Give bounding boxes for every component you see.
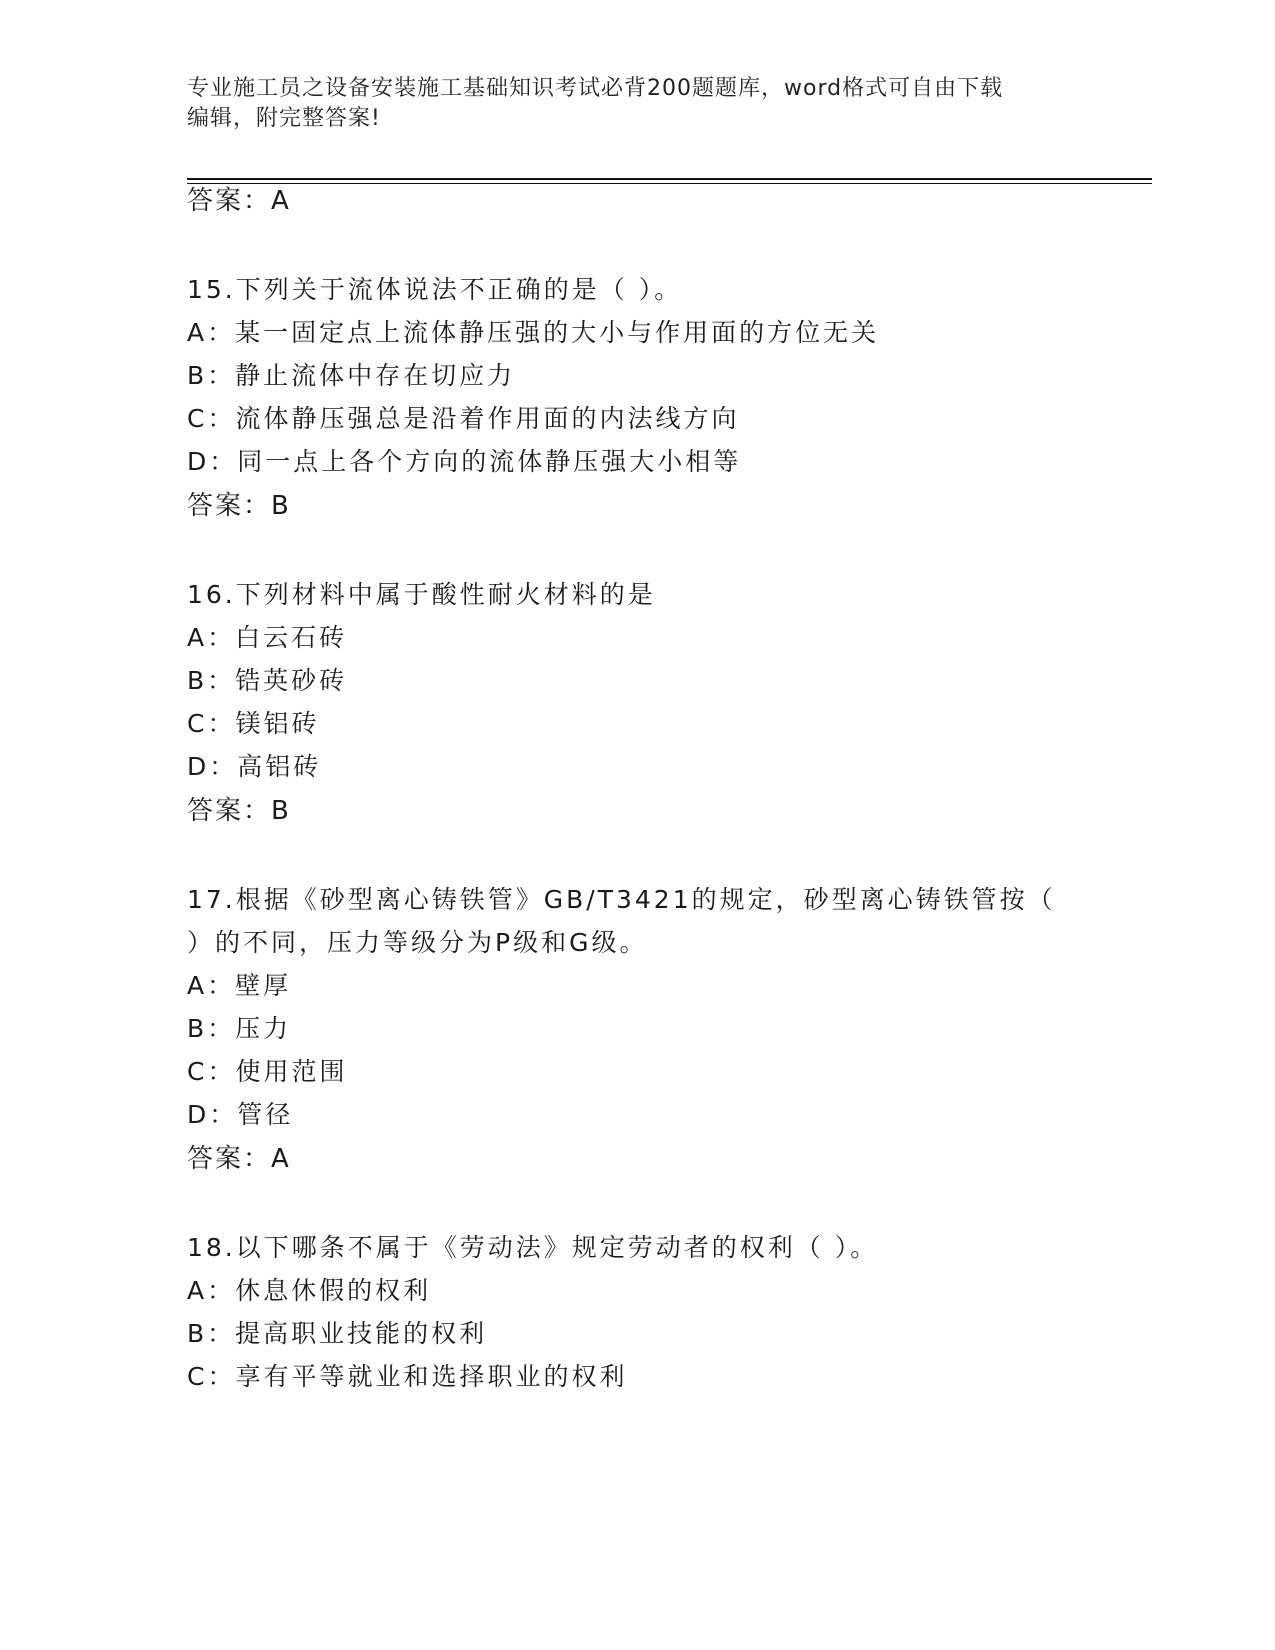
question-16-option-c: C：镁铝砖	[187, 709, 320, 738]
question-17-stem-line-2: ）的不同，压力等级分为P级和G级。	[187, 928, 648, 957]
header-divider-thin	[187, 183, 1152, 184]
question-18-option-a: A：休息休假的权利	[187, 1276, 432, 1305]
question-17-option-b: B：压力	[187, 1014, 292, 1043]
question-16-option-d: D：高铝砖	[187, 752, 322, 781]
header-divider-thick	[187, 178, 1152, 180]
header-line-2: 编辑，附完整答案!	[187, 106, 381, 131]
question-18-option-c: C：享有平等就业和选择职业的权利	[187, 1362, 628, 1391]
question-16-option-a: A：白云石砖	[187, 623, 348, 652]
answer-14: 答案：A	[187, 186, 291, 216]
question-17-option-a: A：壁厚	[187, 971, 292, 1000]
question-18-option-b: B：提高职业技能的权利	[187, 1319, 488, 1348]
question-16-stem: 16.下列材料中属于酸性耐火材料的是	[187, 580, 656, 609]
question-15-option-c: C：流体静压强总是沿着作用面的内法线方向	[187, 404, 740, 433]
question-18-stem: 18.以下哪条不属于《劳动法》规定劳动者的权利（ ）。	[187, 1233, 879, 1262]
question-15-option-d: D：同一点上各个方向的流体静压强大小相等	[187, 447, 742, 476]
question-15-stem: 15.下列关于流体说法不正确的是（ ）。	[187, 275, 683, 304]
answer-15: 答案：B	[187, 491, 291, 521]
answer-16: 答案：B	[187, 796, 291, 826]
document-header	[187, 74, 1067, 134]
question-16-option-b: B：锆英砂砖	[187, 666, 348, 695]
question-15-option-b: B：静止流体中存在切应力	[187, 361, 516, 390]
question-17-option-d: D：管径	[187, 1100, 294, 1129]
question-17-stem-line-1: 17.根据《砂型离心铸铁管》GB/T3421的规定，砂型离心铸铁管按（	[187, 885, 1056, 914]
header-line-1: 专业施工员之设备安装施工基础知识考试必背200题题库，word格式可自由下载	[187, 76, 1004, 101]
question-17-option-c: C：使用范围	[187, 1057, 348, 1086]
question-15-option-a: A：某一固定点上流体静压强的大小与作用面的方位无关	[187, 318, 880, 347]
answer-17: 答案：A	[187, 1144, 291, 1174]
